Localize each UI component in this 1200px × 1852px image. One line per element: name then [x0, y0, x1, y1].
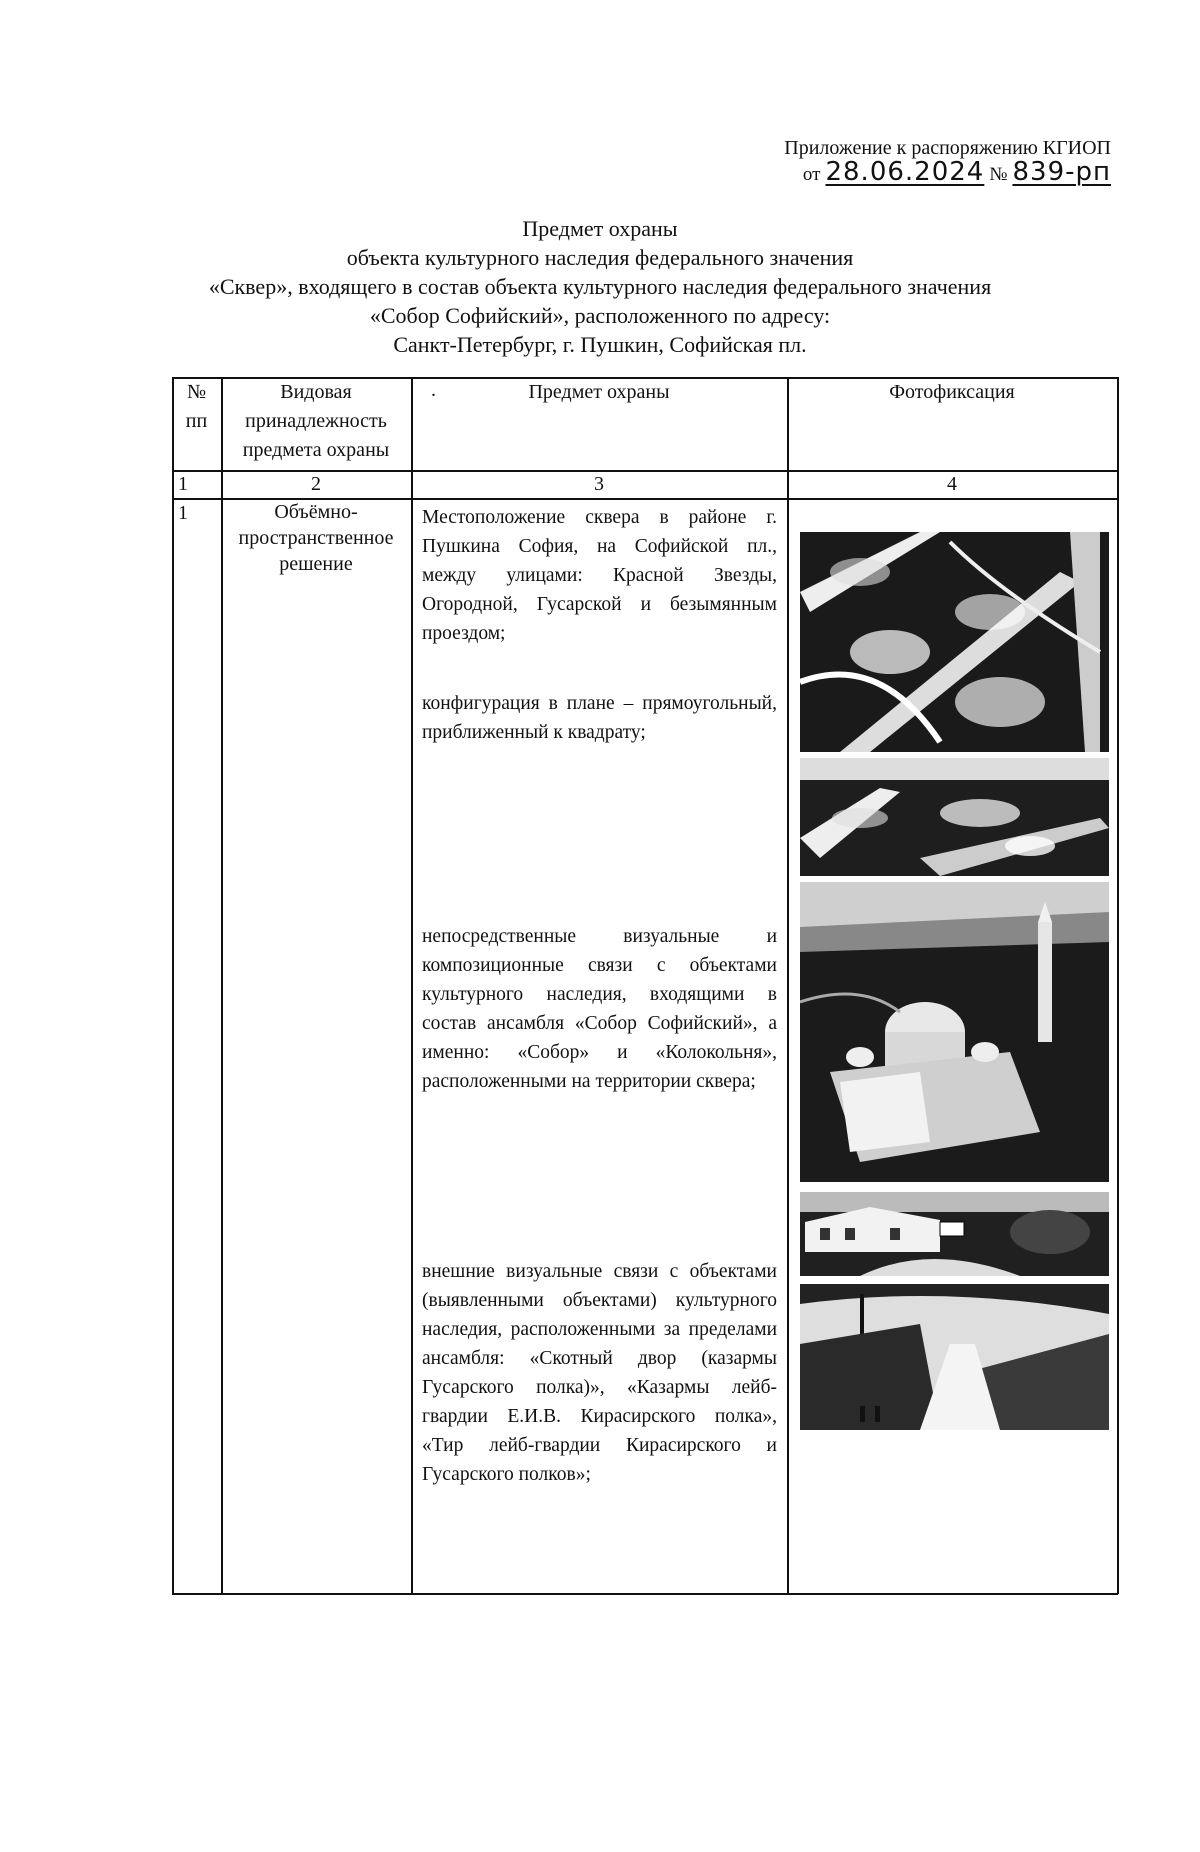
document-title	[150, 214, 1050, 359]
protection-table	[172, 377, 1118, 1852]
header-col-photo	[787, 378, 1117, 407]
appendix-title: Приложение к распоряжению КГИОП	[784, 137, 1111, 159]
col-divider-3	[787, 377, 789, 1594]
header-number-sign: №	[186, 381, 207, 403]
aerial-photo-cathedral	[800, 882, 1109, 1182]
header-type-line-1: Видовая	[280, 381, 352, 403]
row-type-cell	[221, 499, 411, 577]
table-border-left	[172, 377, 174, 1594]
row-type-line-2: пространственное	[238, 527, 394, 549]
header-col-subject	[411, 378, 787, 407]
appendix-date-line	[784, 157, 1111, 190]
colnum-3: 3	[594, 473, 604, 495]
handwritten-number: 839-рп	[1012, 157, 1111, 187]
photo-street-view	[800, 1284, 1109, 1430]
table-border-right	[1117, 377, 1119, 1594]
header-type-line-2: принадлежность	[245, 410, 387, 432]
subject-item-configuration: конфигурация в плане – прямоугольный, приближенный к квадрату;	[422, 693, 777, 743]
header-number-pp: пп	[185, 410, 208, 432]
subject-item-direct-links: непосредственные визуальные и композиционные связи с объектами культурного наследия, входящими в состав ансамбля «Собор Софийский», а именно: «Собор» и «Колокольня», расположенными на территории сквера;	[422, 926, 777, 1092]
aerial-photo-panorama	[800, 758, 1109, 876]
appendix-header	[784, 136, 1111, 190]
row-number: 1	[178, 502, 188, 524]
header-type-line-3: предмета охраны	[242, 439, 390, 461]
handwritten-date: 28.06.2024	[825, 157, 985, 187]
colnum-2: 2	[311, 473, 321, 495]
title-line-3: «Сквер», входящего в состав объекта культурного наследия федерального значения	[208, 274, 992, 299]
title-line-2: объекта культурного наследия федерального значения	[346, 245, 854, 270]
title-line-1: Предмет охраны	[522, 216, 678, 241]
row-type-line-3: решение	[279, 553, 353, 575]
subject-item-external-links: внешние визуальные связи с объектами (выявленными объектами) культурного наследия, расположенными за пределами ансамбля: «Скотный двор (казармы Гусарского полка)», «Казармы лейб-гвардии Е.И.В. Кирасирского полка», «Тир лейб-гвардии Кирасирского и Гусарского полков»;	[422, 1261, 777, 1485]
photo-barracks	[800, 1192, 1109, 1276]
number-prefix: №	[989, 164, 1008, 185]
colnum-1: 1	[178, 473, 188, 495]
header-stray-dot: .	[431, 379, 436, 401]
aerial-photo-square	[800, 532, 1109, 752]
header-col-type	[221, 378, 411, 465]
header-col-number	[172, 378, 221, 436]
header-photo-label: Фотофиксация	[889, 381, 1015, 403]
colnum-4: 4	[947, 473, 957, 495]
header-subject-label: Предмет охраны	[528, 381, 670, 403]
title-line-4: «Собор Софийский», расположенного по адресу:	[369, 303, 831, 328]
title-line-5: Санкт-Петербург, г. Пушкин, Софийская пл.	[393, 332, 807, 357]
photo-column	[800, 532, 1109, 1602]
col-divider-2	[411, 377, 413, 1594]
subject-item-location: Местоположение сквера в районе г. Пушкина София, на Софийской пл., между улицами: Красной Звезды, Огородной, Гусарской и безымянным проездом;	[422, 507, 777, 644]
row-type-line-1: Объёмно-	[274, 501, 358, 523]
date-prefix: от	[802, 164, 821, 185]
